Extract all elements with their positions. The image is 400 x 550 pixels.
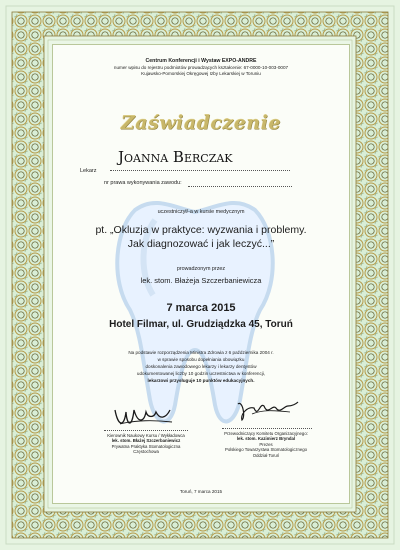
certificate-title: Zaświadczenie: [120, 112, 282, 134]
place-and-date: Toruń, 7 marca 2015: [179, 489, 223, 494]
right-signature: [232, 396, 302, 426]
right-signatory-branch: Oddział Toruń: [252, 452, 280, 458]
organizer-name: Centrum Konferencji i Wystaw EXPO-ANDRE: [145, 58, 257, 64]
legal-line-2: w sprawie sposobu dopełniania obowiązku: [157, 357, 245, 362]
course-title-line1: pt. „Okluzja w praktyce: wyzwania i problemy.: [95, 224, 307, 236]
legal-line-1: Na podstawie rozporządzenia Ministra Zdrowia z 6 października 2004 r.: [128, 350, 274, 355]
medical-chamber: Kujawsko-Pomorskiej Okręgowej Izby Lekarskiej w Toruniu: [141, 71, 261, 76]
left-signature-line: [104, 430, 188, 431]
legal-line-4: udokumentowanej liczby 10 godzin uczestnictwa w konferencji,: [136, 371, 266, 376]
led-by-label: prowadzonym przez: [176, 266, 226, 272]
course-date: 7 marca 2015: [166, 302, 236, 314]
left-signatory-city: Częstochowa: [133, 449, 159, 455]
name-underline: [110, 170, 290, 171]
left-signatory-org: Prywatna Praktyka Stomatologiczna: [111, 443, 181, 449]
right-signatory-title: Przewodniczący Komitetu Organizacyjnego:: [224, 431, 308, 436]
right-signatory: [206, 431, 326, 458]
right-signatory-society: Polskiego Towarzystwa Stomatologicznego: [224, 447, 308, 453]
course-title-line2: Jak diagnozować i jak leczyć...”: [127, 238, 275, 250]
license-label: nr prawa wykonywania zawodu:: [104, 180, 182, 186]
instructor-name: lek. stom. Błażeja Szczerbaniewicza: [140, 276, 262, 285]
registry-number: numer wpisu do rejestru podmiotów prowadzących kształcenie: 67-0000-10-003-0007: [113, 65, 289, 70]
right-signature-line: [222, 428, 312, 429]
left-signature: [110, 398, 180, 432]
participant-name: Joanna Berczak: [118, 148, 233, 166]
legal-line-3: doskonalenia zawodowego lekarzy i lekarzy dentystów: [145, 364, 257, 369]
course-venue: Hotel Filmar, ul. Grudziądzka 45, Toruń: [109, 319, 293, 330]
right-signatory-role: Prezes: [259, 441, 273, 447]
right-signatory-name: lek. stom. Kazimierz Bryndal: [236, 436, 296, 442]
role-label: Lekarz: [80, 168, 97, 174]
left-signatory-title: Kierownik Naukowy Kursu / Wykładowca: [107, 433, 185, 438]
left-signatory-name: lek. stom. Błażej Szczerbaniewicz: [111, 438, 181, 444]
legal-line-5: lekarzowi przysługuje 10 punktów edukacyjnych.: [147, 378, 255, 383]
course-intro: uczestniczył/-a w kursie medycznym: [157, 209, 245, 215]
left-signatory: [86, 433, 206, 455]
license-line: [188, 186, 292, 187]
